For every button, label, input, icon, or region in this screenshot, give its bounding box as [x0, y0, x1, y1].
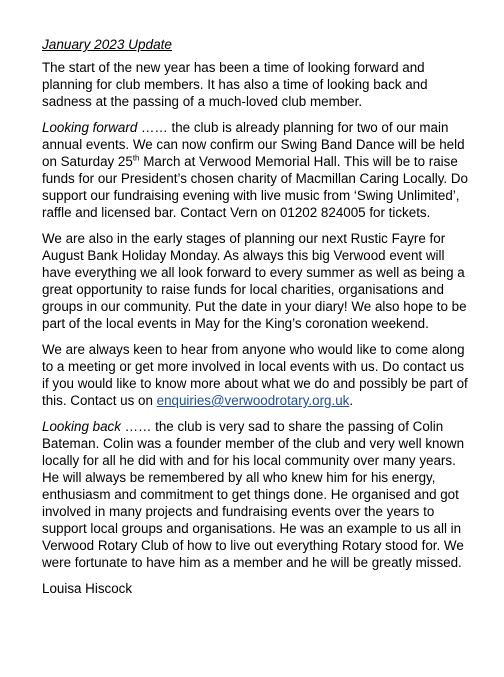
- looking-back-paragraph: [42, 418, 474, 571]
- email-link[interactable]: enquiries@verwoodrotary.org.uk: [156, 393, 350, 408]
- date-ordinal-suffix: th: [132, 153, 140, 163]
- article-title: January 2023 Update: [42, 37, 172, 52]
- looking-forward-text-a: …… the club is already planning for two of our main annual events. We can now confirm our Swing Band Dance will be held on Saturday 25: [42, 120, 465, 169]
- looking-back-text: …… the club is very sad to share the passing of Colin Bateman. Colin was a founder member of the club and very well known locally for all he did with and for his local community over many years. He will always be remembered by all who knew him for his energy, enthusiasm and commitment to get things done. He organised and got involved in many projects and fundraising events over the years to support local groups and organisations. He was an example to us all in Verwood Rotary Club of how to live out everything Rotary stood for. We were fortunate to have him as a member and he will be greatly missed.: [42, 419, 465, 570]
- looking-forward-text-b: March at Verwood Memorial Hall. This will be to raise funds for our President’s chosen charity of Macmillan Caring Locally. Do support our fundraising evening with live music from ‘Swing Unlimited’, raffle and licensed bar. Contact Vern on 01202 824005 for tickets.: [42, 154, 468, 220]
- looking-forward-paragraph: [42, 119, 474, 221]
- contact-paragraph: [42, 341, 474, 409]
- contact-after: .: [349, 393, 354, 408]
- contact-text: We are always keen to hear from anyone who would like to come along to a meeting or get more involved in local events with us. Do contact us if you would like to know more about what we do and possibly be part of this. Contact us on: [42, 342, 468, 408]
- signature: Louisa Hiscock: [42, 581, 133, 596]
- looking-forward-lead: Looking forward: [42, 120, 138, 135]
- intro-paragraph: The start of the new year has been a time of looking forward and planning for club members. It has also a time of looking back and sadness at the passing of a much-loved club member.: [42, 60, 428, 109]
- rustic-fayre-paragraph: We are also in the early stages of planning our next Rustic Fayre for August Bank Holiday Monday. As always this big Verwood event will have everything we all look forward to every summer as well as being a great opportunity to raise funds for local charities, organisations and groups in our community. Put the date in your diary! We also hope to be part of the local events in May for the King’s coronation weekend.: [42, 231, 467, 331]
- looking-back-lead: Looking back: [42, 419, 121, 434]
